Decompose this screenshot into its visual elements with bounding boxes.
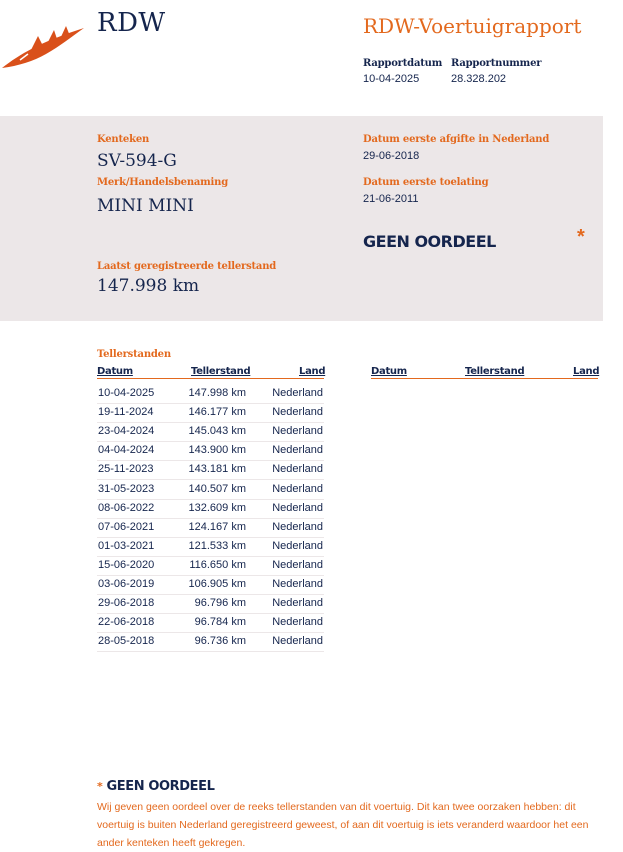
first-admission-value: 21-06-2011 — [363, 193, 419, 205]
report-title: RDW-Voertuigrapport — [363, 14, 582, 38]
make-label: Merk/Handelsbenaming — [97, 177, 229, 188]
col-header-km-2: Tellerstand — [465, 366, 525, 377]
table-row — [97, 632, 324, 652]
row-date: 10-04-2025 — [98, 387, 155, 399]
first-admission-label: Datum eerste toelating — [363, 177, 489, 188]
row-country: Nederland — [272, 520, 323, 533]
row-date: 03-06-2019 — [98, 578, 155, 590]
plate-label: Kenteken — [97, 134, 150, 145]
table-row — [97, 403, 324, 423]
row-country: Nederland — [272, 578, 323, 590]
mileage-label: Laatst geregistreerde tellerstand — [97, 261, 277, 272]
row-date: 29-06-2018 — [98, 597, 155, 610]
row-mileage: 121.533 km — [188, 539, 246, 552]
table-row — [97, 537, 324, 557]
table-row — [97, 384, 324, 404]
row-mileage: 140.507 km — [188, 482, 246, 495]
col-header-date: Datum — [97, 366, 133, 377]
make-value: MINI MINI — [97, 196, 194, 216]
table-row — [97, 460, 324, 480]
row-date: 23-04-2024 — [98, 425, 155, 438]
table-row — [97, 441, 324, 461]
first-registration-nl-value: 29-06-2018 — [363, 150, 420, 162]
row-date: 15-06-2020 — [98, 558, 155, 571]
footnote-heading — [97, 779, 215, 794]
report-number-label: Rapportnummer — [451, 58, 542, 69]
row-date: 08-06-2022 — [98, 501, 155, 514]
verdict-asterisk: * — [577, 226, 585, 248]
row-mileage: 96.784 km — [194, 616, 246, 629]
row-date: 31-05-2023 — [98, 482, 155, 495]
row-mileage: 132.609 km — [188, 501, 246, 514]
first-registration-nl-label: Datum eerste afgifte in Nederland — [363, 134, 550, 145]
footnote-text: Wij geven geen oordeel over de reeks tellerstanden van dit voertuig. Dit kan twee oorzaken hebben: dit voertuig is buiten Nederland geregistreerd geweest, of aan dit voertuig is iets veranderd waardoor het een ander kenteken heeft gekregen. — [97, 801, 589, 849]
footnote-heading-text: GEEN OORDEEL — [106, 779, 215, 794]
row-date: 25-11-2023 — [98, 463, 154, 476]
readings-title: Tellerstanden — [97, 349, 171, 360]
table-row — [97, 518, 324, 538]
row-date: 04-04-2024 — [98, 444, 155, 457]
rdw-feather-logo-icon — [0, 24, 86, 70]
col-header-date-2: Datum — [371, 366, 407, 377]
row-mileage: 106.905 km — [188, 578, 246, 590]
row-mileage: 124.167 km — [188, 520, 246, 533]
row-country: Nederland — [272, 635, 323, 648]
report-date-label: Rapportdatum — [363, 58, 443, 69]
table-row — [97, 575, 324, 595]
row-country: Nederland — [272, 425, 323, 438]
brand-name: RDW — [97, 8, 166, 38]
row-mileage: 145.043 km — [188, 425, 246, 438]
row-country: Nederland — [272, 406, 323, 419]
row-country: Nederland — [272, 539, 323, 552]
row-country: Nederland — [272, 558, 323, 571]
plate-value: SV-594-G — [97, 151, 177, 171]
row-mileage: 143.181 km — [188, 463, 246, 476]
vehicle-summary-band — [0, 116, 603, 321]
row-country: Nederland — [272, 387, 323, 399]
row-country: Nederland — [272, 444, 323, 457]
row-country: Nederland — [272, 482, 323, 495]
table-row — [97, 480, 324, 500]
report-date: 10-04-2025 — [363, 73, 420, 85]
table-row — [97, 556, 324, 576]
header-divider-right — [371, 378, 598, 379]
table-row — [97, 594, 324, 614]
report-number: 28.328.202 — [451, 73, 507, 85]
row-mileage: 147.998 km — [188, 387, 246, 399]
row-date: 07-06-2021 — [98, 520, 155, 533]
row-country: Nederland — [272, 463, 323, 476]
row-country: Nederland — [272, 597, 323, 610]
table-row — [97, 422, 324, 442]
row-date: 19-11-2024 — [98, 406, 154, 419]
verdict: GEEN OORDEEL — [363, 232, 496, 251]
row-country: Nederland — [272, 616, 323, 629]
row-mileage: 116.650 km — [189, 558, 246, 571]
row-date: 01-03-2021 — [98, 539, 155, 552]
header-divider-left — [97, 378, 324, 379]
row-mileage: 96.796 km — [194, 597, 246, 610]
row-mileage: 146.177 km — [188, 406, 246, 419]
row-date: 22-06-2018 — [98, 616, 155, 629]
row-date: 28-05-2018 — [98, 635, 155, 648]
col-header-land-2: Land — [573, 366, 600, 377]
row-mileage: 143.900 km — [188, 444, 246, 457]
table-row — [97, 499, 324, 519]
col-header-land: Land — [299, 366, 326, 377]
footnote-asterisk: * — [97, 780, 103, 793]
table-row — [97, 613, 324, 633]
mileage-value: 147.998 km — [97, 276, 200, 296]
col-header-km: Tellerstand — [191, 366, 251, 377]
row-mileage: 96.736 km — [194, 635, 246, 648]
row-country: Nederland — [272, 501, 323, 514]
